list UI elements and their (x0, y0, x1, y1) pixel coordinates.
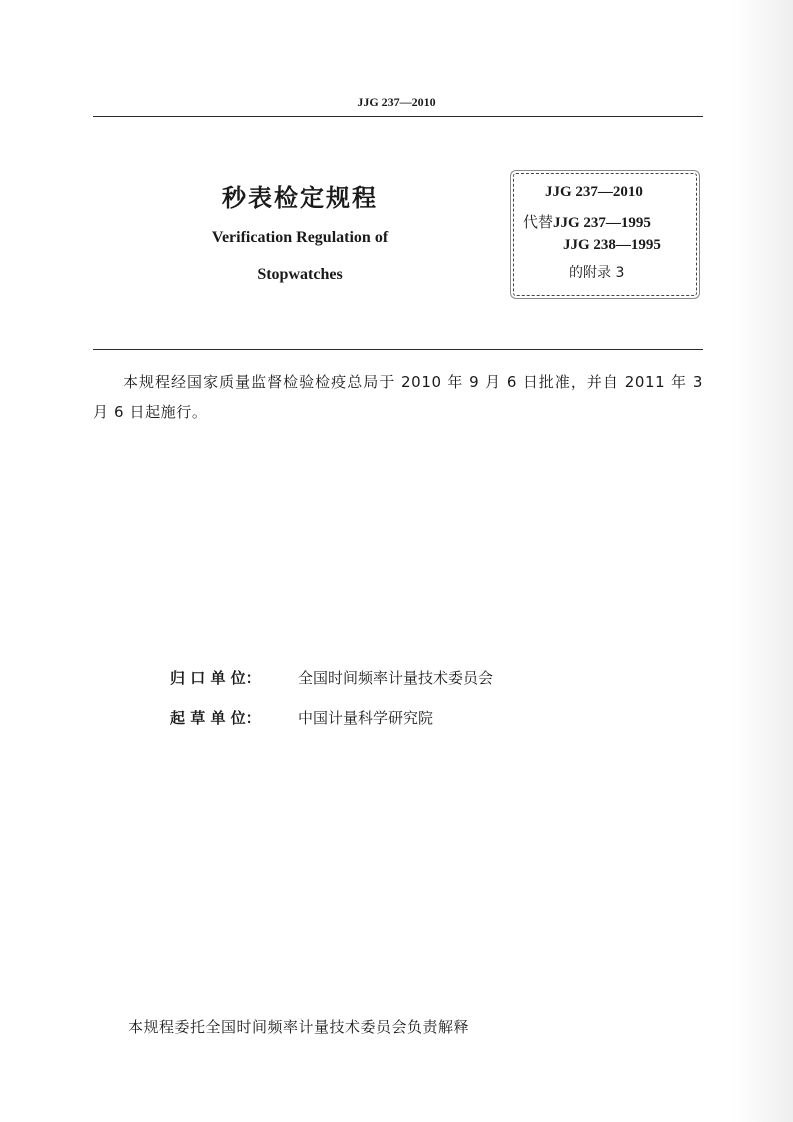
replaced-code-1: JJG 237—1995 (553, 215, 651, 231)
replaced-code-2: JJG 238—1995 (563, 237, 661, 253)
responsible-unit-label: 归 口 单 位： (170, 669, 261, 687)
scan-edge-shadow (733, 0, 793, 1122)
drafting-unit-row (170, 707, 433, 728)
interpretation-note: 本规程委托全国时间频率计量技术委员会负责解释 (128, 1018, 470, 1036)
title-chinese: 秒表检定规程 (222, 184, 378, 212)
responsible-unit-row (170, 667, 493, 688)
standard-code-box (513, 173, 697, 296)
code-box-replaces (523, 211, 651, 232)
drafting-unit-value: 中国计量科学研究院 (298, 709, 434, 727)
header-standard-code: JJG 237—2010 (357, 95, 436, 109)
replaces-label: 代替 (523, 213, 554, 231)
section-rule (93, 349, 703, 350)
drafting-unit-label: 起 草 单 位： (170, 709, 261, 727)
title-english-line-2: Stopwatches (257, 266, 343, 283)
code-box-current: JJG 237—2010 (545, 184, 643, 200)
title-english-line-1: Verification Regulation of (211, 229, 389, 246)
header-rule (93, 116, 703, 117)
responsible-unit-value: 全国时间频率计量技术委员会 (298, 669, 494, 687)
approval-statement: 本规程经国家质量监督检验检疫总局于 2010 年 9 月 6 日批准，并自 2011 年 3 月 6 日起施行。 (93, 373, 703, 421)
appendix-note: 的附录 3 (569, 265, 625, 281)
